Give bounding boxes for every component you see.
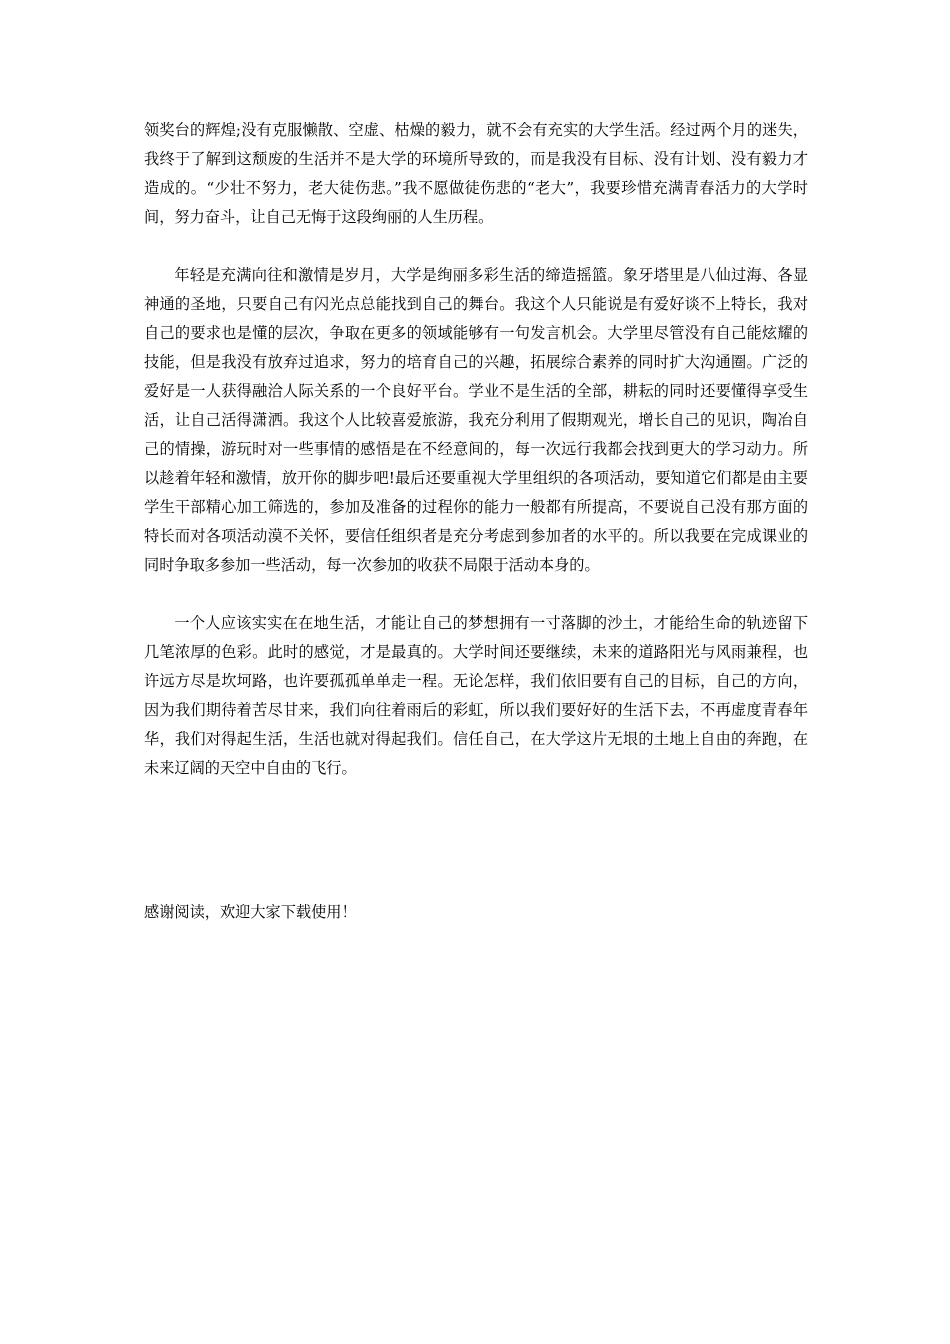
document-body <box>144 116 808 812</box>
paragraph-3: 一个人应该实实在在地生活，才能让自己的梦想拥有一寸落脚的沙土，才能给生命的轨迹留下几笔浓厚的色彩。此时的感觉，才是最真的。大学时间还要继续，未来的道路阳光与风雨兼程，也许远方尽是坎坷路，也许要孤孤单单走一程。无论怎样，我们依旧要有自己的目标，自己的方向，因为我们期待着苦尽甘来，我们向往着雨后的彩虹，所以我们要好好的生活下去，不再虚度青春年华，我们对得起生活，生活也就对得起我们。信任自己，在大学这片无垠的土地上自由的奔跑，在未来辽阔的天空中自由的飞行。 <box>144 614 808 777</box>
paragraph-1: 领奖台的辉煌;没有克服懒散、空虚、枯燥的毅力，就不会有充实的大学生活。经过两个月的迷失，我终于了解到这颓废的生活并不是大学的环境所导致的，而是我没有目标、没有计划、没有毅力才造成的。“少壮不努力，老大徒伤悲。”我不愿做徒伤悲的“老大”，我要珍惜充满青春活力的大学时间，努力奋斗，让自己无悔于这段绚丽的人生历程。 <box>144 121 808 226</box>
paragraph-2: 年轻是充满向往和激情是岁月，大学是绚丽多彩生活的缔造摇篮。象牙塔里是八仙过海、各显神通的圣地，只要自己有闪光点总能找到自己的舞台。我这个人只能说是有爱好谈不上特长，我对自己的要求也是懂的层次，争取在更多的领域能够有一句发言机会。大学里尽管没有自己能炫耀的技能，但是我没有放弃过追求，努力的培育自己的兴趣，拓展综合素养的同时扩大沟通圈。广泛的爱好是一人获得融洽人际关系的一个良好平台。学业不是生活的全部，耕耘的同时还要懂得享受生活，让自己活得潇洒。我这个人比较喜爱旅游，我充分利用了假期观光，增长自己的见识，陶冶自己的情操，游玩时对一些事情的感悟是在不经意间的，每一次远行我都会找到更大的学习动力。所以趁着年轻和激情，放开你的脚步吧!最后还要重视大学里组织的各项活动，要知道它们都是由主要学生干部精心加工筛选的，参加及准备的过程你的能力一般都有所提高，不要说自己没有那方面的特长而对各项活动漠不关怀，要信任组织者是充分考虑到参加者的水平的。所以我要在完成课业的同时争取多参加一些活动，每一次参加的收获不局限于活动本身的。 <box>144 266 808 574</box>
closing-note: 感谢阅读，欢迎大家下载使用！ <box>144 903 357 921</box>
